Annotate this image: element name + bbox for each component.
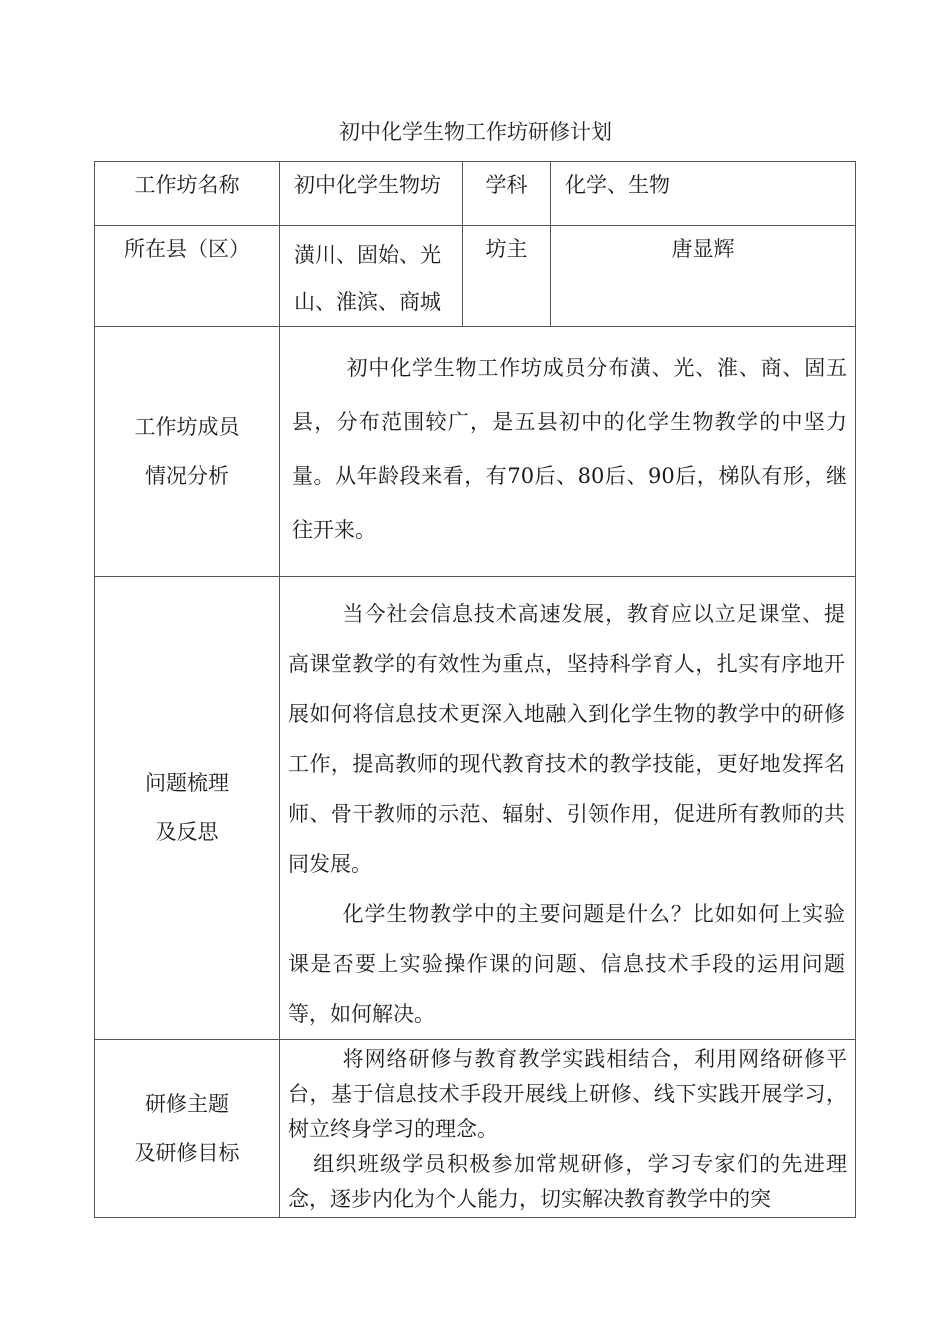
goals-paragraph-1: 将网络研修与教育教学实践相结合，利用网络研修平台，基于信息技术手段开展线上研修、线下实践开展学习，树立终身学习的理念。 — [288, 1047, 847, 1141]
value-workshop-name: 初中化学生物坊 — [280, 162, 463, 226]
label-member-analysis — [95, 327, 280, 577]
county-line-1: 潢川、固始、光 — [294, 243, 441, 267]
page-title: 初中化学生物工作坊研修计划 — [339, 120, 612, 144]
issues-paragraph-2: 化学生物教学中的主要问题是什么？比如如何上实验课是否要上实验操作课的问题、信息技术手段的运用问题等，如何解决。 — [288, 902, 845, 1026]
member-label-line-1: 工作坊成员 — [134, 414, 240, 439]
issues-paragraph-1: 当今社会信息技术高速发展，教育应以立足课堂、提高课堂教学的有效性为重点，坚持科学育人，扎实有序地开展如何将信息技术更深入地融入到化学生物的教学中的研修工作，提高教师的现代教育技术的教学技能，更好地发挥名师、骨干教师的示范、辐射、引领作用，促进所有教师的共同发展。 — [288, 602, 845, 876]
issues-label-line-1: 问题梳理 — [145, 771, 229, 795]
label-subject: 学科 — [463, 162, 551, 226]
value-county — [280, 226, 463, 327]
label-county: 所在县（区） — [95, 226, 280, 327]
label-goals — [95, 1040, 280, 1218]
table-row — [95, 226, 856, 327]
table-row — [95, 162, 856, 226]
issues-text — [280, 577, 856, 1040]
goals-label-line-2: 及研修目标 — [134, 1140, 240, 1165]
member-analysis-text — [280, 327, 856, 577]
table-row — [95, 577, 856, 1040]
issues-label-line-2: 及反思 — [155, 820, 219, 844]
value-leader: 唐显辉 — [551, 226, 856, 327]
goals-paragraph-2: 组织班级学员积极参加常规研修，学习专家们的先进理念，逐步内化为个人能力，切实解决教育教学中的突 — [288, 1152, 847, 1211]
goals-text — [280, 1040, 856, 1218]
member-label-line-2: 情况分析 — [145, 463, 229, 488]
table-row — [95, 1040, 856, 1218]
value-subject: 化学、生物 — [551, 162, 856, 226]
plan-table — [94, 161, 856, 1218]
label-workshop-name: 工作坊名称 — [95, 162, 280, 226]
member-paragraph: 初中化学生物工作坊成员分布潢、光、淮、商、固五县，分布范围较广，是五县初中的化学生物教学的中坚力量。从年龄段来看，有70后、80后、90后，梯队有形，继往开来。 — [292, 356, 847, 542]
goals-label-line-1: 研修主题 — [145, 1091, 229, 1116]
table-row — [95, 327, 856, 577]
label-leader: 坊主 — [463, 226, 551, 327]
county-line-2: 山、淮滨、商城 — [294, 290, 441, 314]
label-issues — [95, 577, 280, 1040]
